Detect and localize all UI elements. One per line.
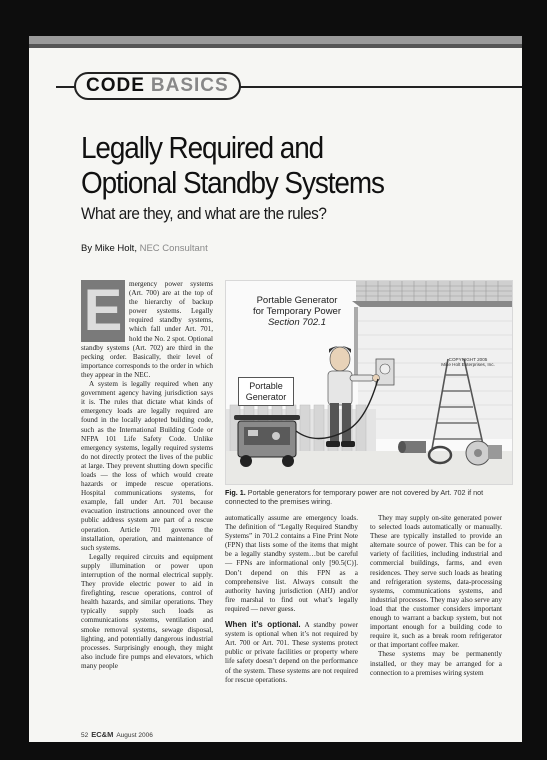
byline: [81, 243, 208, 254]
paragraph: They may supply on-site generated power to selected loads automatically or manually. These are typically installed to provide an alternate source of power. This can be for a variety of facilities, including industrial and commercial buildings, farms, and even residences. They serve such loads as heating and refrigeration systems, data-processing systems, communications systems, and industrial processes. They may also serve any load that the customer considers important enough to warrant a backup system, but not important enough for a building code to require it, such as a break room refrigerator or that important coffee maker.: [370, 514, 502, 650]
paragraph: A system is legally required when any government agency having jurisdiction says it is. The rules that dictate what kinds of emergency loads are legally required are found in the locally adopted building code, such as the International Building Code or NFPA 101 Life Safety Code. Unlike emergency systems, legally required systems do not directly protect the lives of the public at large. They prevent shutting down specific loads — the loss of which would create hazards or impede rescue operations. Hospital communications systems, for example, fall under Art. 701 because evacuation instructions announced over the public address system are part of a rescue operation. Article 701 governs the installation, operation, and maintenance of such systems.: [81, 380, 213, 552]
portable-generator-callout: [238, 377, 294, 406]
section-header: [56, 70, 522, 102]
copyright-line-1: COPYRIGHT 2005: [448, 357, 488, 362]
body-column-1: [81, 280, 213, 720]
byline-role: NEC Consultant: [139, 243, 208, 254]
callout-line-2: Generator: [245, 391, 287, 402]
byline-author: By Mike Holt,: [81, 243, 137, 254]
magazine-name: EC&M: [91, 730, 114, 739]
headline-line-2: Optional Standby Systems: [81, 165, 384, 200]
paragraph-text: A standby power system is optional when it’s not required by Art. 700 or Art. 701. These systems protect public or private facilities or property where life safety doesn’t depend on the performance of the system. These systems are not required for rescue operations.: [225, 621, 358, 684]
top-band: [29, 36, 522, 48]
paragraph: mergency power systems (Art. 700) are at the top of the hierarchy of backup power systems. Legally required standby systems, which fall under Art. 701, hold the No. 2 spot. Optional standby systems (Art. 702) are third in the pecking order. Basically, their level of importance corresponds to the order in which they appear in the NEC.: [81, 280, 213, 379]
body-column-3: [370, 514, 502, 718]
drop-cap: E: [81, 280, 125, 342]
article-subhead: What are they, and what are the rules?: [81, 204, 327, 223]
body-column-2: [225, 514, 358, 718]
caption-figure-number: Fig. 1.: [225, 488, 246, 497]
copyright-line-2: Mike Holt Enterprises, Inc.: [441, 362, 495, 368]
issue-date: August 2006: [116, 732, 153, 739]
paragraph: [225, 620, 358, 685]
section-label-part2: BASICS: [150, 75, 229, 96]
caption-text: Portable generators for temporary power are not covered by Art. 702 if not connected to the premises wiring.: [225, 488, 484, 506]
figure-title: [238, 295, 356, 328]
figure-title-line-1: Portable Generator: [256, 295, 338, 306]
figure-copyright: [432, 357, 504, 368]
magazine-page: [29, 36, 522, 742]
paragraph: automatically assume are emergency loads. The definition of “Legally Required Standby Systems” in 701.2 contains a Fine Print Note (FPN) that lists some of the items that might be a legally standby system…but be careful — FPNs are informational only [90.5(C)]. Don’t depend on this FPN as a comprehensive list. Always consult the authority having jurisdiction (AHJ) and/or fire marshal to find out what’s legally required — never guess.: [225, 514, 358, 613]
section-label-part1: CODE: [86, 75, 145, 96]
figure-title-line-2: for Temporary Power: [253, 306, 341, 317]
article-headline: [81, 130, 468, 200]
section-label: [74, 72, 241, 100]
page-footer: [81, 730, 153, 739]
headline-line-1: Legally Required and: [81, 130, 324, 165]
runin-heading: When it’s optional.: [225, 620, 301, 630]
paragraph: These systems may be permanently installed, or they may be arranged for a connection to a premises wiring system: [370, 650, 502, 677]
figure-section-ref: Section 702.1: [267, 317, 327, 328]
figure-illustration: [225, 280, 513, 485]
figure-caption: [225, 488, 513, 506]
page-number: 52: [81, 732, 89, 739]
callout-line-1: Portable: [249, 381, 283, 391]
paragraph: Legally required circuits and equipment supply illumination or power upon interruption of the normal electrical supply. They provide electric power to aid in firefighting, rescue operations, control of health hazards, and similar operations. They typically supply such loads as communications systems, ventilation and smoke removal systems, sewage disposal, lighting, and potentially dangerous industrial processes. Surprisingly enough, they might also include fire pumps and elevators, which many people: [81, 552, 213, 670]
